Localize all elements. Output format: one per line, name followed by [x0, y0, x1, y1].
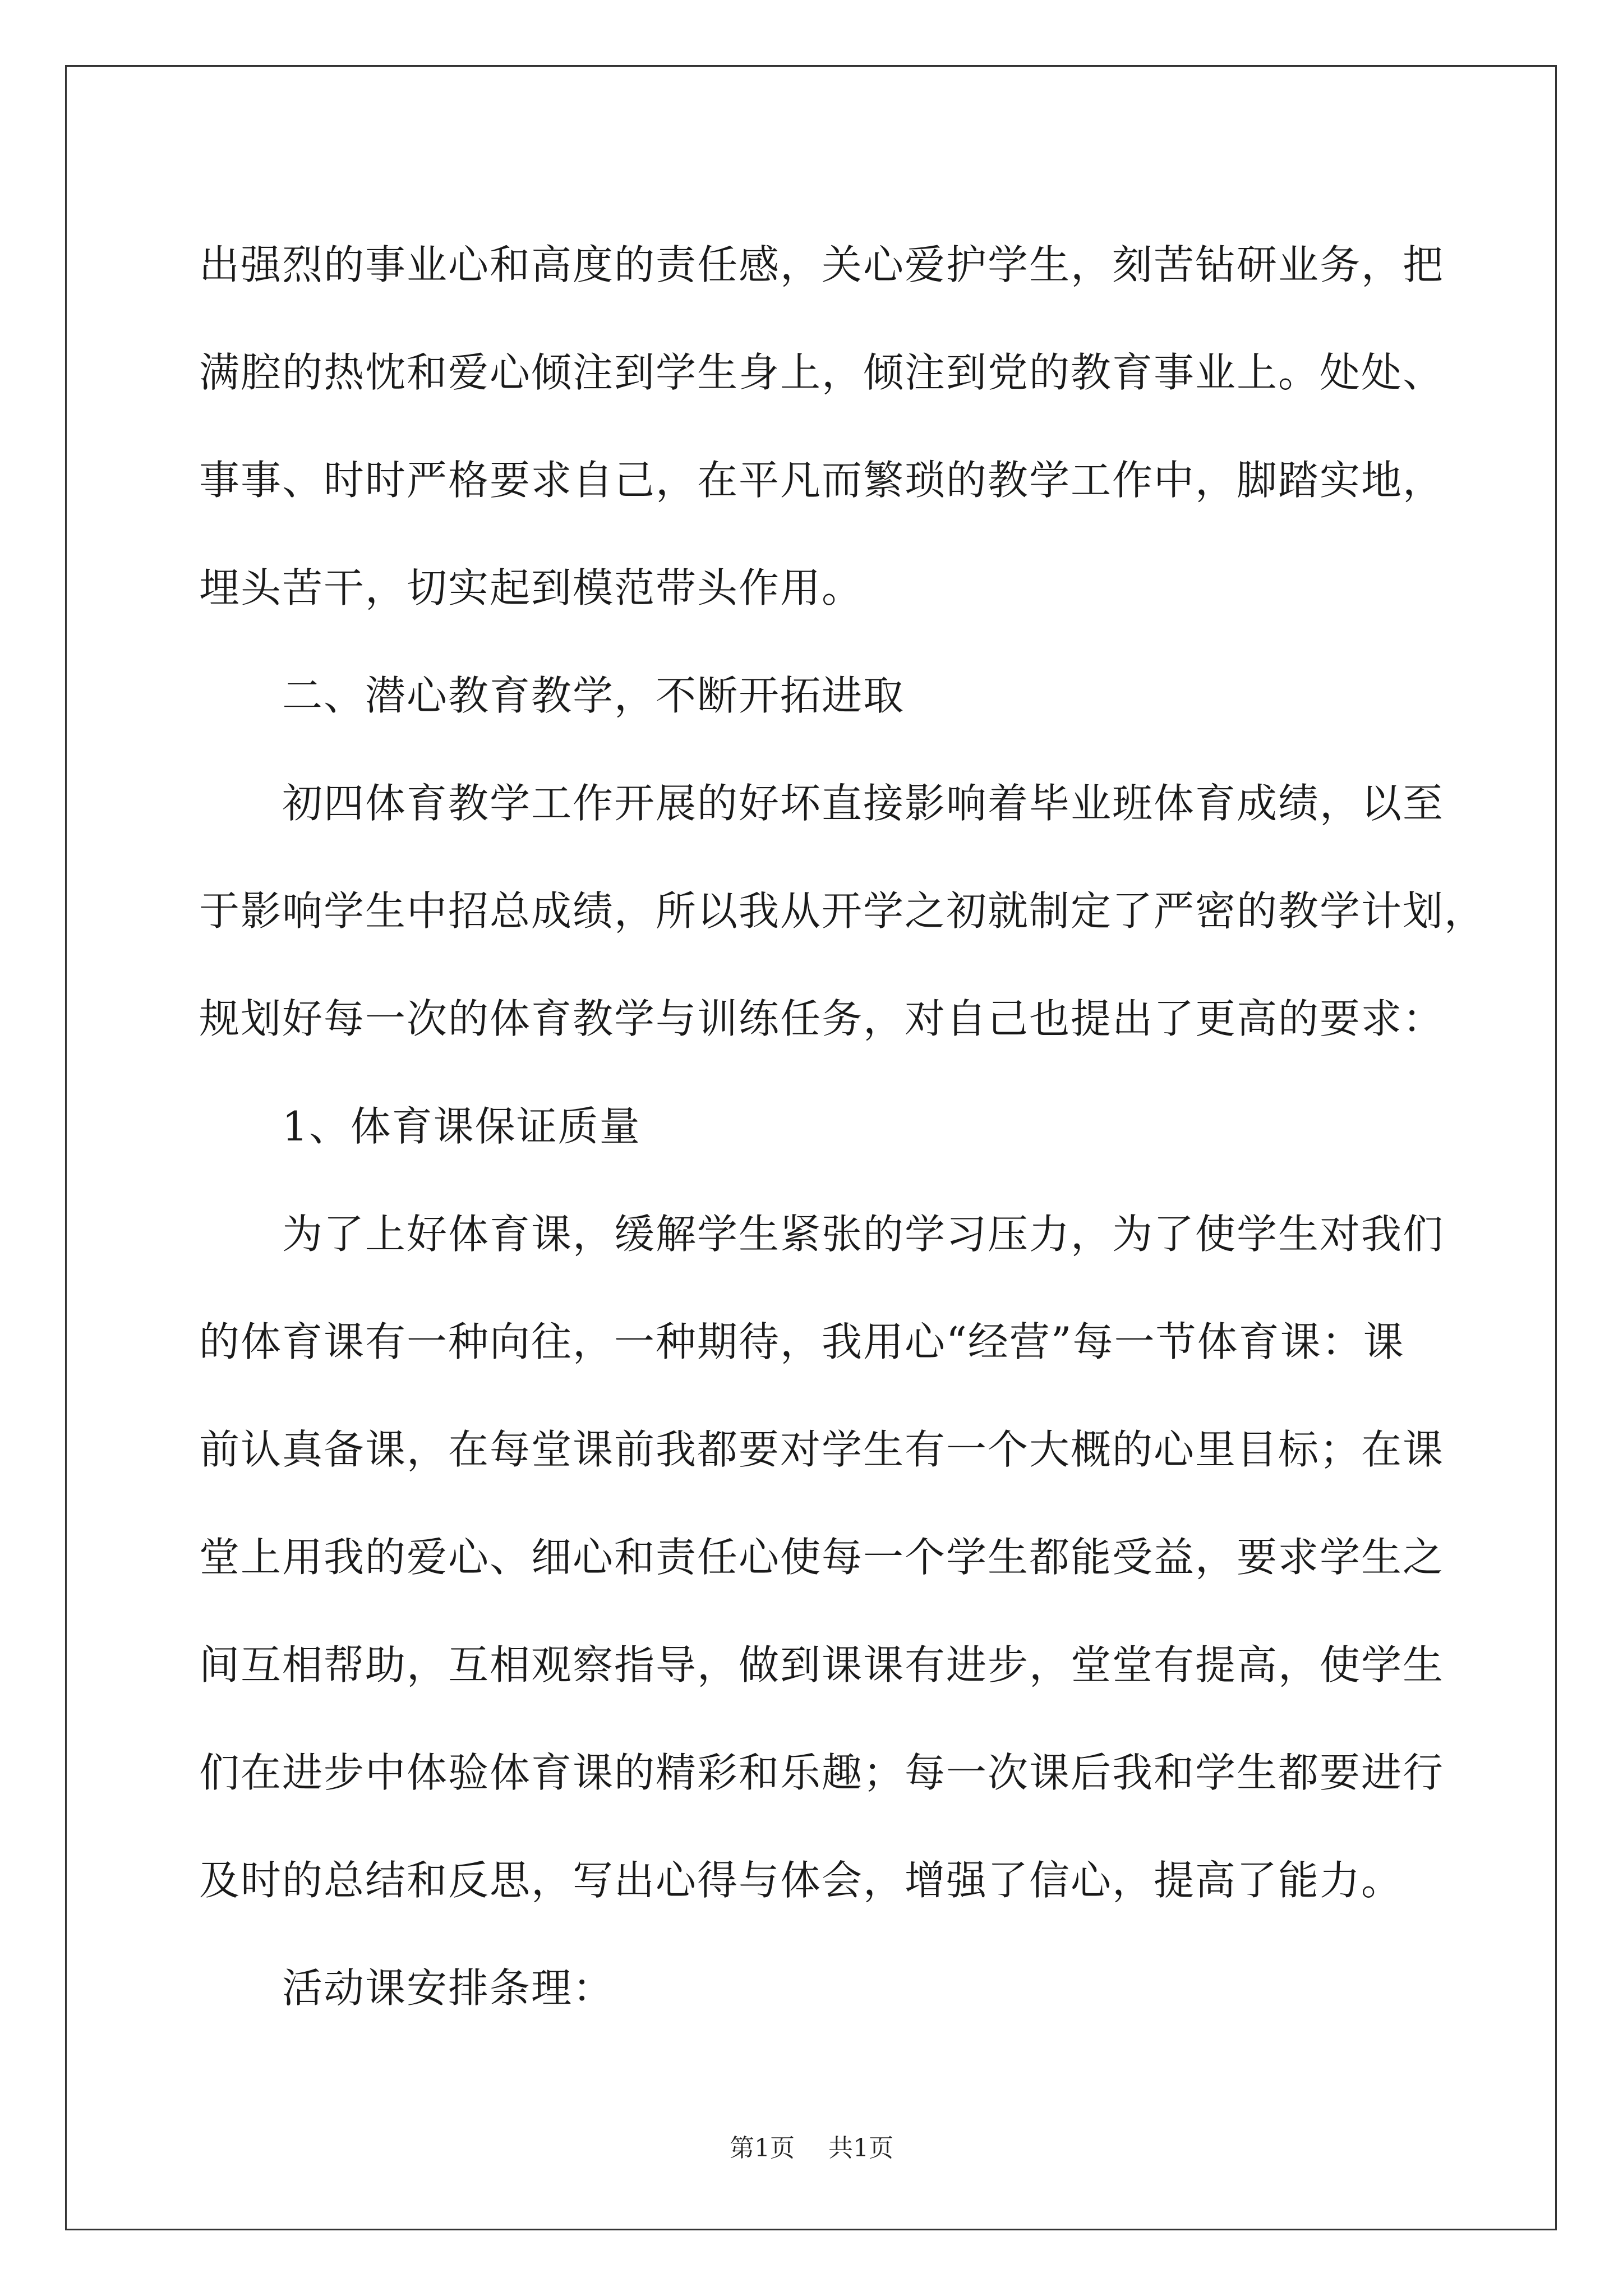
- text-line: 满腔的热忱和爱心倾注到学生身上，倾注到党的教育事业上。处处、: [199, 349, 1445, 396]
- text-line: 及时的总结和反思，写出心得与体会，增强了信心，提高了能力。: [199, 1857, 1403, 1904]
- text-line: 出强烈的事业心和高度的责任感，关心爱护学生，刻苦钻研业务，把: [199, 241, 1445, 288]
- page-footer: [0, 2132, 1623, 2165]
- page-number: 第1页: [730, 2134, 795, 2162]
- paragraph-start-line: 初四体育教学工作开展的好坏直接影响着毕业班体育成绩，以至: [282, 780, 1445, 827]
- text-line: 前认真备课，在每堂课前我都要对学生有一个大概的心里目标；在课: [199, 1426, 1445, 1473]
- text-line: 的体育课有一种向往，一种期待，我用心“经营”每一节体育课：课: [199, 1318, 1405, 1365]
- text-line: 于影响学生中招总成绩，所以我从开学之初就制定了严密的教学计划，: [199, 887, 1486, 935]
- text-line: 埋头苦干，切实起到模范带头作用。: [199, 564, 864, 611]
- subsection-heading: 1、体育课保证质量: [282, 1103, 641, 1150]
- section-heading: 二、潜心教育教学，不断开拓进取: [282, 672, 905, 719]
- text-line: 规划好每一次的体育教学与训练任务，对自己也提出了更高的要求：: [199, 995, 1445, 1042]
- paragraph-start-line: 为了上好体育课，缓解学生紧张的学习压力，为了使学生对我们: [282, 1211, 1445, 1258]
- text-line: 间互相帮助，互相观察指导，做到课课有进步，堂堂有提高，使学生: [199, 1641, 1445, 1688]
- text-line: 们在进步中体验体育课的精彩和乐趣；每一次课后我和学生都要进行: [199, 1749, 1445, 1796]
- paragraph-start-line: 活动课安排条理：: [282, 1964, 615, 2012]
- document-body: [199, 211, 1486, 2042]
- text-line: 堂上用我的爱心、细心和责任心使每一个学生都能受益，要求学生之: [199, 1534, 1445, 1581]
- text-line: 事事、时时严格要求自己，在平凡而繁琐的教学工作中，脚踏实地，: [199, 457, 1445, 504]
- page-total: 共1页: [828, 2134, 893, 2162]
